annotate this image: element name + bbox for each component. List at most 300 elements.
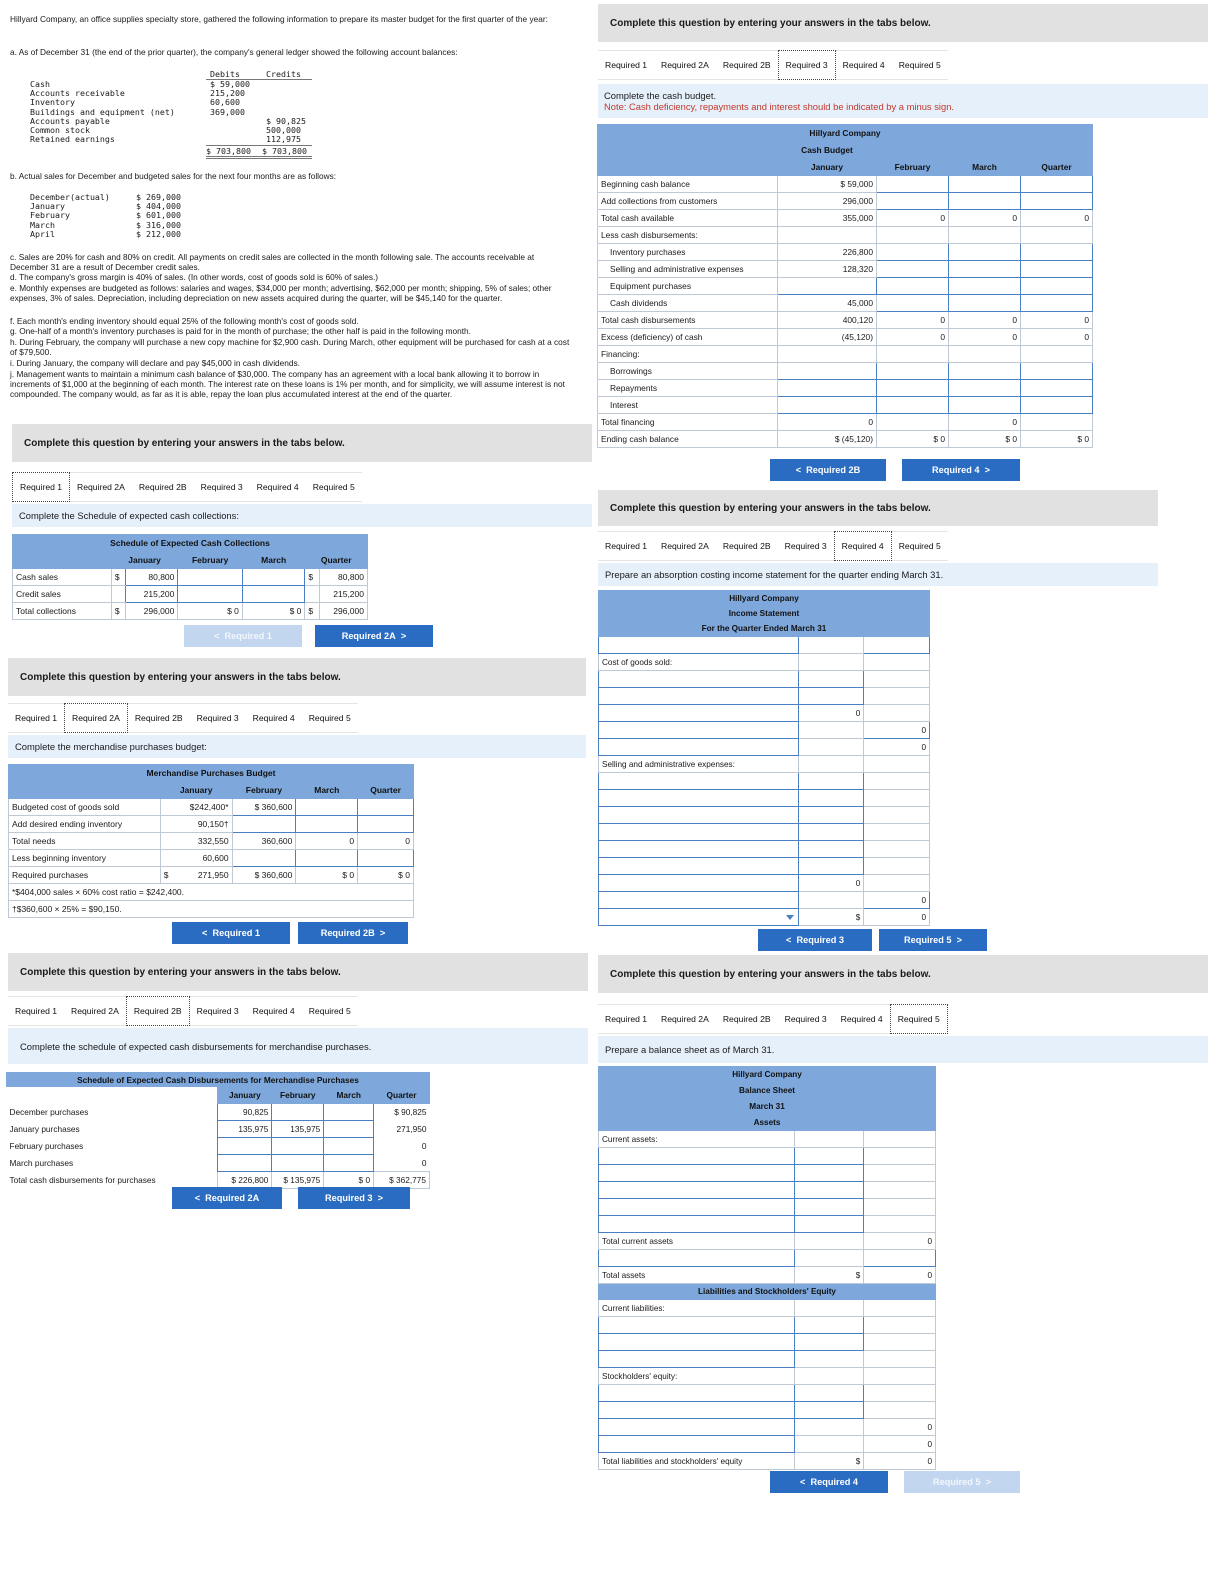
input-cell[interactable] <box>798 671 864 688</box>
value-cell <box>949 227 1021 244</box>
input-cell[interactable] <box>599 1148 795 1165</box>
table-row: Budgeted cost of goods sold $242,400* $ 360,600 <box>9 799 414 816</box>
input-cell[interactable]: 90,825 <box>218 1104 272 1121</box>
footnote: *$404,000 sales × 60% cost ratio = $242,400. <box>9 884 414 901</box>
panel2-header: Complete this question by entering your answers in the tabs below. <box>8 658 586 696</box>
input-cell[interactable] <box>1021 363 1093 380</box>
row-label: Beginning cash balance <box>598 176 778 193</box>
tab-required-3[interactable]: Required 3 <box>190 703 246 733</box>
input-cell[interactable] <box>1021 278 1093 295</box>
input-cell[interactable] <box>798 773 864 790</box>
input-cell[interactable] <box>599 875 799 892</box>
tab-required-2a[interactable]: Required 2A <box>70 472 132 502</box>
input-cell[interactable] <box>949 261 1021 278</box>
value-cell: 0 <box>1021 312 1093 329</box>
input-cell[interactable] <box>778 397 877 414</box>
panel2-instruction: Complete the merchandise purchases budget: <box>8 735 586 758</box>
value-cell: $ <box>794 1453 864 1470</box>
tab-required-3[interactable]: Required 3 <box>778 1004 834 1034</box>
cash-budget: Hillyard Company Cash Budget January February March Quarter Beginning cash balance $ 59,000 Add collections from customers 296,000 Total cash available 355,000 0 0 0 Less cash disbursements: Inventory purchases 226,800 Selling and administrative expenses 128,320 Equipment purchases Cash dividends 45,000 Total cash disbursements 400,120 0 0 0 Excess (deficiency) of cash (45,120) 0 0 0 Financing: Borrowings Repayments Interest Total financing 0 0 Ending cash balance $ (45,120) $ 0 $ 0 $ 0 <box>597 124 1093 448</box>
table-row <box>599 1216 936 1233</box>
chevron-right-icon: > <box>374 928 386 938</box>
value-cell: $ 0 <box>178 603 243 620</box>
input-cell[interactable] <box>324 1121 374 1138</box>
table-row: Stockholders' equity: <box>599 1368 936 1385</box>
value-cell <box>864 1402 936 1419</box>
input-cell[interactable] <box>178 586 243 603</box>
tab-required-4[interactable]: Required 4 <box>246 703 302 733</box>
input-cell[interactable] <box>877 397 949 414</box>
input-cell[interactable] <box>877 261 949 278</box>
value-cell: $ 0 <box>1021 431 1093 448</box>
input-cell[interactable] <box>877 176 949 193</box>
ledger-row: Buildings and equipment (net) 369,000 <box>30 106 245 117</box>
input-cell[interactable] <box>949 176 1021 193</box>
panel1-instruction: Complete the Schedule of expected cash collections: <box>12 504 592 527</box>
tab-required-2b[interactable]: Required 2B <box>132 472 194 502</box>
value-cell <box>864 841 930 858</box>
input-cell[interactable]: 215,200 <box>125 586 177 603</box>
tab-required-5[interactable]: Required 5 <box>302 703 358 733</box>
value-cell <box>877 414 949 431</box>
input-cell[interactable] <box>864 1250 936 1267</box>
value-cell: 400,120 <box>778 312 877 329</box>
input-cell[interactable] <box>798 790 864 807</box>
table-row: Total assets $ 0 <box>599 1267 936 1284</box>
row-label: Inventory purchases <box>598 244 778 261</box>
table-row <box>599 1402 936 1419</box>
tab-required-2a[interactable]: Required 2A <box>64 703 128 733</box>
row-label: Selling and administrative expenses <box>598 261 778 278</box>
input-cell[interactable] <box>272 1155 324 1172</box>
next-button[interactable]: Required 2B > <box>298 922 408 944</box>
input-cell[interactable] <box>1021 244 1093 261</box>
input-cell[interactable] <box>794 1165 864 1182</box>
table-row <box>599 1385 936 1402</box>
input-cell[interactable] <box>599 1436 795 1453</box>
chevron-left-icon: < <box>202 928 213 938</box>
input-cell[interactable] <box>877 363 949 380</box>
tab-required-5[interactable]: Required 5 <box>302 996 358 1026</box>
table-row <box>598 414 1093 431</box>
value-cell <box>864 1334 936 1351</box>
input-cell[interactable] <box>794 1216 864 1233</box>
input-cell[interactable] <box>599 1199 795 1216</box>
input-cell[interactable] <box>242 586 305 603</box>
tab-required-2b[interactable]: Required 2B <box>716 1004 778 1034</box>
value-cell <box>798 756 864 773</box>
input-cell[interactable] <box>798 807 864 824</box>
value-cell <box>864 756 930 773</box>
table-row <box>599 909 930 926</box>
input-cell[interactable] <box>599 841 799 858</box>
ledger-total-debits: $ 703,800 <box>206 146 251 156</box>
table-row: Required purchases $ 271,950 $ 360,600 $ 0 $ 0 <box>9 867 414 884</box>
value-cell <box>949 346 1021 363</box>
table-row <box>599 1334 936 1351</box>
prev-button[interactable]: < Required 4 <box>770 1471 888 1493</box>
input-cell[interactable] <box>272 1138 324 1155</box>
input-cell[interactable] <box>864 637 930 654</box>
input-cell[interactable] <box>296 850 358 867</box>
cash-disbursements-schedule: Schedule of Expected Cash Disbursements for Merchandise Purchases January February March Quarter December purchases 90,825 $ 90,825 January purchases 135,975 135,975 271,950 February purchases 0 March purchases 0 Total cash disbursements for purchases $ 226,800 $ 135,975 $ 0 $ 362,775 <box>6 1072 430 1189</box>
tab-required-3[interactable]: Required 3 <box>778 531 834 561</box>
input-cell[interactable] <box>358 816 414 833</box>
input-cell[interactable] <box>599 705 799 722</box>
input-cell[interactable] <box>599 1402 795 1419</box>
tab-required-1[interactable]: Required 1 <box>598 531 654 561</box>
input-cell[interactable] <box>794 1334 864 1351</box>
input-cell[interactable] <box>599 1351 795 1368</box>
value-cell <box>864 688 930 705</box>
value-cell <box>794 1233 864 1250</box>
value-cell: 80,800 <box>319 569 367 586</box>
panel6-instruction: Prepare a balance sheet as of March 31. <box>598 1036 1208 1063</box>
table-row <box>599 1165 936 1182</box>
input-cell[interactable]: $ 360,600 <box>232 799 296 816</box>
input-cell[interactable] <box>599 807 799 824</box>
panel5-header: Complete this question by entering your answers in the tabs below. <box>598 490 1158 526</box>
input-cell[interactable] <box>358 850 414 867</box>
chevron-left-icon: < <box>214 631 225 641</box>
input-cell[interactable] <box>877 193 949 210</box>
input-cell[interactable] <box>949 295 1021 312</box>
intro-item-a: a. As of December 31 (the end of the prior quarter), the company's general ledger showed the following account balances: <box>10 47 458 57</box>
tab-required-1[interactable]: Required 1 <box>598 1004 654 1034</box>
tab-required-5[interactable]: Required 5 <box>892 50 948 80</box>
value-cell: $ 59,000 <box>778 176 877 193</box>
input-cell[interactable] <box>794 1317 864 1334</box>
table-row: Total cash disbursements for purchases $ 226,800 $ 135,975 $ 0 $ 362,775 <box>7 1172 430 1189</box>
chevron-right-icon: > <box>372 1193 383 1203</box>
row-label: Credit sales <box>13 586 112 603</box>
next-button[interactable]: Required 3 > <box>298 1187 410 1209</box>
ledger-row: Cash $ 59,000 <box>30 79 250 89</box>
value-cell: 0 <box>877 329 949 346</box>
input-cell[interactable] <box>358 799 414 816</box>
input-cell[interactable] <box>218 1155 272 1172</box>
tab-required-2a[interactable]: Required 2A <box>654 531 716 561</box>
tab-required-1[interactable]: Required 1 <box>12 472 70 502</box>
table-row <box>598 227 1093 244</box>
value-cell <box>778 227 877 244</box>
input-cell[interactable]: 135,975 <box>218 1121 272 1138</box>
tab-required-3[interactable]: Required 3 <box>190 996 246 1026</box>
intro-item-j: j. Management wants to maintain a minimum cash balance of $30,000. The company has an agreement with a local bank allowing it to borrow in increments of $1,000 at the beginning of each month. The interest rate on these loans is 1% per month, and for simplicity, we will assume interest is not compounded. The company would, as far as it is able, repay the loan plus accumulated interest at the end of the quarter. <box>10 369 565 399</box>
tab-required-4[interactable]: Required 4 <box>836 50 892 80</box>
panel6-header: Complete this question by entering your answers in the tabs below. <box>598 955 1208 993</box>
value-cell <box>798 722 864 739</box>
tab-required-2b[interactable]: Required 2B <box>128 703 190 733</box>
sales-list <box>30 193 210 239</box>
input-cell[interactable] <box>599 1165 795 1182</box>
input-cell[interactable] <box>778 278 877 295</box>
input-cell[interactable] <box>232 850 296 867</box>
ledger-row: Accounts payable $ 90,825 <box>30 115 306 126</box>
chevron-right-icon: > <box>951 935 962 945</box>
merchandise-purchases-budget: Merchandise Purchases Budget January February March Quarter Budgeted cost of goods sold $242,400* $ 360,600 Add desired ending inventory 90,150† Total needs 332,550 360,600 0 0 Less beginning inventory 60,600 Required purchases $ 271,950 $ 360,600 $ 0 $ 0 *$404,000 sales × 60% cost ratio = $242,400. †$360,600 × 25% = $90,150. <box>8 764 414 918</box>
tab-required-2a[interactable]: Required 2A <box>64 996 126 1026</box>
chevron-right-icon: > <box>979 465 990 475</box>
value-cell: 0 <box>864 1419 936 1436</box>
row-label: Repayments <box>598 380 778 397</box>
input-cell[interactable] <box>324 1155 374 1172</box>
input-cell[interactable] <box>599 1419 795 1436</box>
input-cell[interactable] <box>599 909 799 926</box>
table-row: December purchases 90,825 $ 90,825 <box>7 1104 430 1121</box>
input-cell[interactable] <box>178 569 243 586</box>
input-cell[interactable] <box>1021 193 1093 210</box>
income-statement: Hillyard Company Income Statement For the Quarter Ended March 31 Cost of goods sold: 0 0 0 Selling and administrative expenses: 0 0 $ 0 <box>598 590 930 926</box>
input-cell[interactable] <box>599 688 799 705</box>
tab-required-1[interactable]: Required 1 <box>8 996 64 1026</box>
value-cell <box>864 1317 936 1334</box>
value-cell: 296,000 <box>778 193 877 210</box>
table-row <box>599 875 930 892</box>
tab-required-1[interactable]: Required 1 <box>8 703 64 733</box>
tab-required-3[interactable]: Required 3 <box>778 50 836 80</box>
input-cell[interactable] <box>1021 295 1093 312</box>
input-cell[interactable] <box>794 1182 864 1199</box>
input-cell[interactable] <box>599 637 799 654</box>
panel4-header: Complete this question by entering your answers in the tabs below. <box>598 4 1208 42</box>
value-cell <box>864 875 930 892</box>
row-label: Total cash available <box>598 210 778 227</box>
tab-required-4[interactable]: Required 4 <box>250 472 306 502</box>
input-cell[interactable] <box>778 363 877 380</box>
next-button[interactable]: Required 5 > <box>879 929 987 951</box>
input-cell[interactable] <box>218 1138 272 1155</box>
value-cell: 0 <box>864 1453 936 1470</box>
value-cell <box>794 1419 864 1436</box>
value-cell: 296,000 <box>125 603 177 620</box>
input-cell[interactable] <box>794 1199 864 1216</box>
tab-required-5[interactable]: Required 5 <box>892 531 948 561</box>
tab-required-4[interactable]: Required 4 <box>834 1004 890 1034</box>
table-row <box>599 688 930 705</box>
value-cell <box>798 892 864 909</box>
tab-required-1[interactable]: Required 1 <box>598 50 654 80</box>
input-cell[interactable] <box>794 1148 864 1165</box>
table-row <box>599 1436 936 1453</box>
value-cell <box>864 1199 936 1216</box>
footnote: †$360,600 × 25% = $90,150. <box>9 901 414 918</box>
table-row: Selling and administrative expenses: <box>599 756 930 773</box>
panel3-header: Complete this question by entering your answers in the tabs below. <box>8 953 588 991</box>
input-cell[interactable] <box>877 278 949 295</box>
table-row: Cost of goods sold: <box>599 654 930 671</box>
input-cell[interactable] <box>599 671 799 688</box>
input-cell[interactable] <box>599 722 799 739</box>
cash-collections-schedule <box>12 534 368 620</box>
table-row <box>598 346 1093 363</box>
value-cell <box>877 346 949 363</box>
chevron-left-icon: < <box>800 1477 811 1487</box>
input-cell[interactable] <box>599 858 799 875</box>
input-cell[interactable] <box>949 278 1021 295</box>
input-cell[interactable] <box>798 824 864 841</box>
next-button[interactable]: Required 2A > <box>315 625 433 647</box>
table-row <box>599 739 930 756</box>
table-row <box>598 431 1093 448</box>
input-cell[interactable] <box>1021 397 1093 414</box>
intro-paragraph: Hillyard Company, an office supplies specialty store, gathered the following information to prepare its master budget for the first quarter of the year: <box>10 14 548 24</box>
value-cell: $ 0 <box>949 431 1021 448</box>
value-cell <box>798 739 864 756</box>
value-cell <box>864 1351 936 1368</box>
table-row <box>599 1250 936 1267</box>
table-row <box>598 295 1093 312</box>
input-cell[interactable] <box>296 816 358 833</box>
panel2-tabbar <box>8 703 358 733</box>
table-row <box>599 1148 936 1165</box>
input-cell[interactable] <box>949 397 1021 414</box>
value-cell <box>798 637 864 654</box>
sales-row: April $ 212,000 <box>30 228 181 239</box>
input-cell[interactable] <box>1021 380 1093 397</box>
value-cell: 0 <box>949 414 1021 431</box>
input-cell[interactable]: 135,975 <box>272 1121 324 1138</box>
value-cell <box>864 1165 936 1182</box>
input-cell[interactable] <box>949 193 1021 210</box>
row-label: Total cash disbursements <box>598 312 778 329</box>
ledger-row: Accounts receivable 215,200 <box>30 88 245 99</box>
input-cell[interactable] <box>798 841 864 858</box>
table-row <box>598 210 1093 227</box>
tab-required-5[interactable]: Required 5 <box>890 1004 948 1034</box>
input-cell[interactable] <box>794 1385 864 1402</box>
tab-required-2b[interactable]: Required 2B <box>716 531 778 561</box>
input-cell[interactable] <box>272 1104 324 1121</box>
table-row: January purchases 135,975 135,975 271,950 <box>7 1121 430 1138</box>
row-label: Total collections <box>13 603 112 620</box>
tab-required-3[interactable]: Required 3 <box>194 472 250 502</box>
input-cell[interactable] <box>324 1104 374 1121</box>
value-cell <box>1021 414 1093 431</box>
prev-button[interactable]: < Required 2A <box>172 1187 282 1209</box>
prev-button[interactable]: < Required 1 <box>172 922 290 944</box>
prev-button[interactable]: < Required 3 <box>758 929 872 951</box>
intro-item-i: i. During January, the company will declare and pay $45,000 in cash dividends. <box>10 358 300 368</box>
input-cell[interactable] <box>242 569 305 586</box>
tab-required-2b[interactable]: Required 2B <box>126 996 190 1026</box>
value-cell: 355,000 <box>778 210 877 227</box>
table-row: Current liabilities: <box>599 1300 936 1317</box>
sales-row: March $ 316,000 <box>30 219 181 230</box>
input-cell[interactable] <box>877 380 949 397</box>
col-january: January <box>111 552 178 569</box>
input-cell[interactable]: 0 <box>864 722 930 739</box>
input-cell[interactable] <box>798 858 864 875</box>
table-row <box>599 671 930 688</box>
value-cell <box>864 1385 936 1402</box>
row-label: Cash sales <box>13 569 112 586</box>
input-cell[interactable] <box>324 1138 374 1155</box>
input-cell[interactable] <box>949 380 1021 397</box>
value-cell: $ 0 <box>877 431 949 448</box>
value-cell <box>864 654 930 671</box>
instruction-note: Note: Cash deficiency, repayments and interest should be indicated by a minus sign. <box>604 101 955 112</box>
input-cell[interactable] <box>1021 176 1093 193</box>
tab-required-5[interactable]: Required 5 <box>306 472 362 502</box>
tab-required-2a[interactable]: Required 2A <box>654 50 716 80</box>
next-button[interactable]: Required 5 > <box>904 1471 1020 1493</box>
row-label: Excess (deficiency) of cash <box>598 329 778 346</box>
value-cell <box>1021 346 1093 363</box>
panel5-tabbar <box>598 531 948 561</box>
input-cell[interactable] <box>232 816 296 833</box>
tab-required-4[interactable]: Required 4 <box>246 996 302 1026</box>
table-row <box>599 807 930 824</box>
prev-button[interactable]: < Required 1 <box>184 625 302 647</box>
input-cell[interactable] <box>599 824 799 841</box>
prev-button[interactable]: < Required 2B <box>770 459 886 481</box>
input-cell[interactable] <box>877 295 949 312</box>
input-cell[interactable] <box>599 1334 795 1351</box>
input-cell[interactable] <box>599 1317 795 1334</box>
table-row <box>599 858 930 875</box>
input-cell[interactable] <box>296 799 358 816</box>
tab-required-2a[interactable]: Required 2A <box>654 1004 716 1034</box>
table-row <box>598 278 1093 295</box>
input-cell[interactable] <box>794 1402 864 1419</box>
input-cell[interactable] <box>599 739 799 756</box>
input-cell[interactable] <box>1021 261 1093 278</box>
instruction-text: Complete the cash budget. <box>604 90 717 101</box>
input-cell[interactable] <box>949 244 1021 261</box>
value-cell <box>864 705 930 722</box>
input-cell[interactable] <box>877 244 949 261</box>
input-cell[interactable] <box>599 1250 795 1267</box>
input-cell[interactable] <box>798 688 864 705</box>
value-cell <box>794 1368 864 1385</box>
table-row: March purchases 0 <box>7 1155 430 1172</box>
intro-item-b: b. Actual sales for December and budgeted sales for the next four months are as follows: <box>10 171 337 181</box>
value-cell: 0 <box>864 739 930 756</box>
balance-sheet: Hillyard Company Balance Sheet March 31 Assets Current assets: Total current assets 0 Total assets $ 0 Liabilities and Stockholders' Equity Current liabilities: Stockholders' equity: 0 0 Total liabilities and stockholders' equity $ 0 <box>598 1066 936 1470</box>
input-cell[interactable]: 0 <box>864 892 930 909</box>
value-cell <box>794 1250 864 1267</box>
table-row <box>599 637 930 654</box>
value-cell <box>864 1148 936 1165</box>
input-cell[interactable] <box>949 363 1021 380</box>
row-label: Ending cash balance <box>598 431 778 448</box>
input-cell[interactable] <box>599 1216 795 1233</box>
tab-required-4[interactable]: Required 4 <box>834 531 892 561</box>
input-cell[interactable] <box>599 1385 795 1402</box>
table-row <box>13 586 368 603</box>
table-row: February purchases 0 <box>7 1138 430 1155</box>
chevron-right-icon: > <box>395 631 407 641</box>
input-cell[interactable] <box>778 380 877 397</box>
value-cell: 0 <box>877 210 949 227</box>
budget-title: Merchandise Purchases Budget <box>9 765 414 782</box>
next-button[interactable]: Required 4 > <box>902 459 1020 481</box>
input-cell[interactable] <box>599 892 799 909</box>
input-cell[interactable] <box>599 773 799 790</box>
input-cell[interactable] <box>599 1182 795 1199</box>
input-cell[interactable] <box>599 790 799 807</box>
input-cell[interactable]: 80,800 <box>125 569 177 586</box>
value-cell <box>794 1131 864 1148</box>
table-row <box>598 312 1093 329</box>
tab-required-2b[interactable]: Required 2B <box>716 50 778 80</box>
intro-item-h: h. During February, the company will purchase a new copy machine for $2,900 cash. During March, other equipment will be purchased for cash at a cost of $79,500. <box>10 337 570 357</box>
value-cell <box>864 790 930 807</box>
value-cell: 0 <box>949 312 1021 329</box>
value-cell: 0 <box>798 875 864 892</box>
panel4-instruction <box>598 84 1208 118</box>
